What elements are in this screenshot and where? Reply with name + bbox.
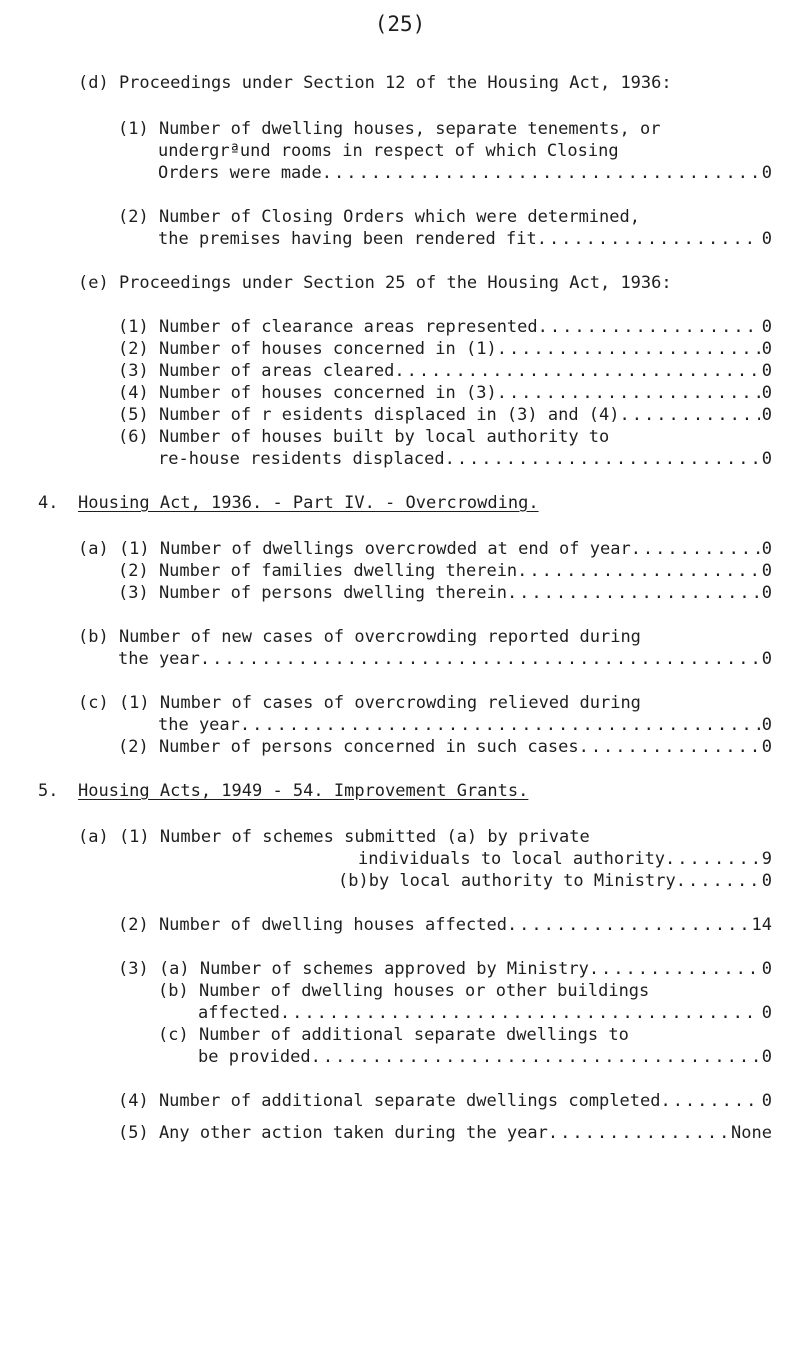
- section-4-number: 4.: [38, 493, 59, 513]
- s5-a1b-value: 0: [761, 871, 772, 891]
- s5-a3a-label: (3) (a) Number of schemes approved by Ministry: [118, 959, 589, 979]
- d2-label: the premises having been rendered fit: [158, 229, 537, 249]
- s5-a5-label: (5) Any other action taken during the year: [118, 1123, 548, 1143]
- s5-a4-row: [118, 1090, 772, 1112]
- s4-a3-label: (3) Number of persons dwelling therein: [118, 583, 507, 603]
- s4-b-value: 0: [761, 649, 772, 669]
- section-e-heading: (e) Proceedings under Section 25 of the Housing Act, 1936:: [78, 273, 672, 293]
- e1-label: (1) Number of clearance areas represented: [118, 317, 538, 337]
- d1-row: [158, 162, 772, 184]
- e2-label: (2) Number of houses concerned in (1): [118, 339, 497, 359]
- s5-a3c-row: [198, 1046, 772, 1068]
- s4-a1-label: (a) (1) Number of dwellings overcrowded at end of year: [78, 539, 631, 559]
- s5-a3a-row: [118, 958, 772, 980]
- s5-a2-label: (2) Number of dwelling houses affected: [118, 915, 507, 935]
- e3-label: (3) Number of areas cleared: [118, 361, 395, 381]
- e-item-row: [118, 316, 772, 338]
- e2-value: 0: [761, 339, 772, 359]
- s4-a1-row: [78, 538, 772, 560]
- e6-value: 0: [761, 449, 772, 469]
- e5-value: 0: [761, 405, 772, 425]
- s4-c1-line1: (c) (1) Number of cases of overcrowding relieved during: [78, 693, 641, 713]
- e-item-row: [118, 382, 772, 404]
- s4-a3-row: [118, 582, 772, 604]
- s4-c1-value: 0: [761, 715, 772, 735]
- page-number: (25): [374, 12, 426, 36]
- s5-a5-row: [118, 1122, 772, 1144]
- s5-a3c-label: be provided: [198, 1047, 311, 1067]
- s4-c2-value: 0: [761, 737, 772, 757]
- s4-a2-value: 0: [761, 561, 772, 581]
- e6-label: re-house residents displaced: [158, 449, 445, 469]
- s4-a2-label: (2) Number of families dwelling therein: [118, 561, 518, 581]
- s5-a2-value: 14: [751, 915, 772, 935]
- s5-a3a-value: 0: [761, 959, 772, 979]
- s4-b-row: [118, 648, 772, 670]
- s5-a1-row: [358, 848, 772, 870]
- e-item-row: [118, 360, 772, 382]
- d1-line2: undergrªund rooms in respect of which Closing: [158, 141, 619, 161]
- s5-a3b-value: 0: [761, 1003, 772, 1023]
- section-4-heading: Housing Act, 1936. - Part IV. - Overcrowding.: [78, 493, 539, 513]
- section-d-heading: (d) Proceedings under Section 12 of the Housing Act, 1936:: [78, 73, 672, 93]
- e3-value: 0: [761, 361, 772, 381]
- s4-c2-label: (2) Number of persons concerned in such cases: [118, 737, 579, 757]
- s5-a5-value: None: [731, 1123, 772, 1143]
- s5-a2-row: [118, 914, 772, 936]
- s5-a3c-line1: (c) Number of additional separate dwellings to: [158, 1025, 629, 1045]
- s5-a3b-row: [198, 1002, 772, 1024]
- s4-b-line1: (b) Number of new cases of overcrowding reported during: [78, 627, 641, 647]
- s4-c1-row: [158, 714, 772, 736]
- s5-a3b-line1: (b) Number of dwelling houses or other buildings: [158, 981, 650, 1001]
- s5-a4-label: (4) Number of additional separate dwellings completed: [118, 1091, 661, 1111]
- s5-a3b-label: affected: [198, 1003, 280, 1023]
- s5-a1b-row: [338, 870, 772, 892]
- e4-label: (4) Number of houses concerned in (3): [118, 383, 497, 403]
- s4-b-label: the year: [118, 649, 200, 669]
- e-item-row: [118, 338, 772, 360]
- s5-a1-label: individuals to local authority: [358, 849, 666, 869]
- section-5-heading: Housing Acts, 1949 - 54. Improvement Grants.: [78, 781, 529, 801]
- d2-value: 0: [761, 229, 772, 249]
- s4-a1-value: 0: [761, 539, 772, 559]
- s5-a1-line1: (a) (1) Number of schemes submitted (a) by private: [78, 827, 590, 847]
- section-5-number: 5.: [38, 781, 59, 801]
- e6-line1: (6) Number of houses built by local authority to: [118, 427, 610, 447]
- s5-a3c-value: 0: [761, 1047, 772, 1067]
- s4-c1-label: the year: [158, 715, 240, 735]
- d1-value: 0: [761, 163, 772, 183]
- d1-label: Orders were made: [158, 163, 322, 183]
- s4-a2-row: [118, 560, 772, 582]
- e5-label: (5) Number of r esidents displaced in (3) and (4): [118, 405, 620, 425]
- s4-c2-row: [118, 736, 772, 758]
- d2-line1: (2) Number of Closing Orders which were determined,: [118, 207, 640, 227]
- e4-value: 0: [761, 383, 772, 403]
- e-item-row: [118, 404, 772, 426]
- s4-a3-value: 0: [761, 583, 772, 603]
- s5-a1b-label: (b)by local authority to Ministry: [338, 871, 676, 891]
- s5-a1-value: 9: [761, 849, 772, 869]
- d1-line1: (1) Number of dwelling houses, separate tenements, or: [118, 119, 661, 139]
- e6-row: [158, 448, 772, 470]
- s5-a4-value: 0: [761, 1091, 772, 1111]
- d2-row: [158, 228, 772, 250]
- e1-value: 0: [761, 317, 772, 337]
